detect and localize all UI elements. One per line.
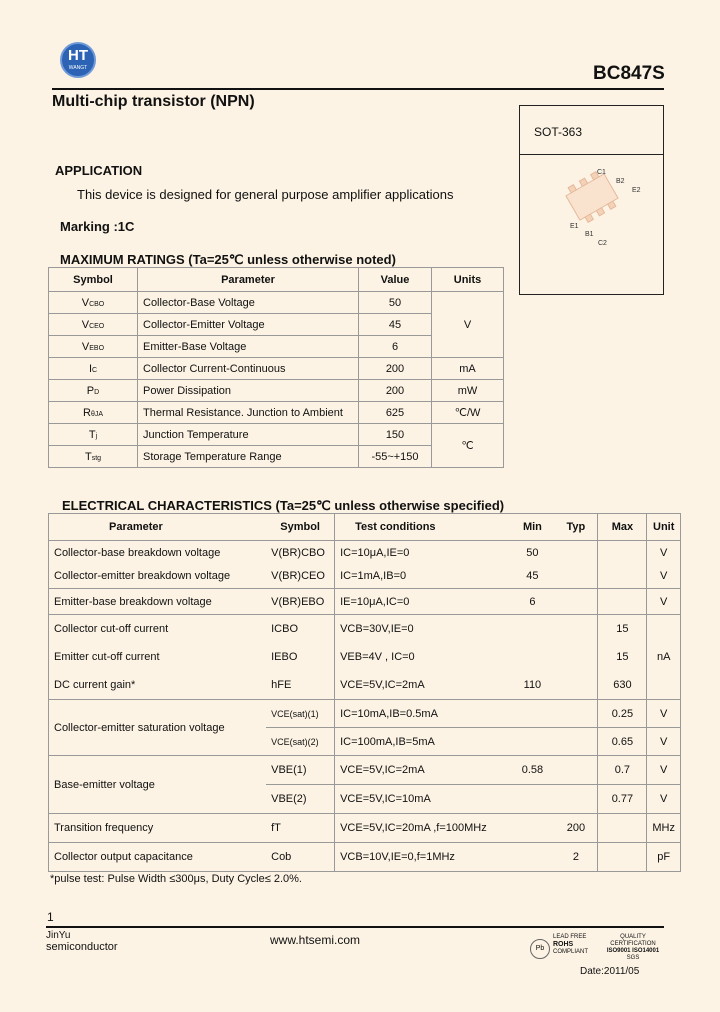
header-value: Value <box>359 268 432 292</box>
ec-parameter: Base-emitter voltage <box>49 756 267 814</box>
ec-header-conditions: Test conditions <box>335 514 511 541</box>
ec-max <box>598 565 647 589</box>
ec-typ <box>554 700 598 728</box>
ec-condition: VCB=10V,IE=0,f=1MHz <box>335 843 511 872</box>
ec-unit: V <box>647 756 681 785</box>
symbol-sub: j <box>95 432 98 440</box>
ec-max <box>598 814 647 843</box>
part-number: BC847S <box>593 63 665 84</box>
rating-row <box>49 380 504 402</box>
footer-rule <box>46 926 664 928</box>
ec-max <box>598 589 647 615</box>
symbol-sub: CBO <box>89 300 105 308</box>
ec-unit: MHz <box>647 814 681 843</box>
cert-line: QUALITY CERTIFICATION <box>610 934 656 947</box>
header-rule <box>52 88 664 90</box>
ec-parameter: Emitter-base breakdown voltage <box>49 589 267 615</box>
ec-unit: V <box>647 785 681 814</box>
ec-parameter: Collector cut-off current <box>49 615 267 643</box>
ec-typ: 200 <box>554 814 598 843</box>
rating-unit: ℃ <box>432 424 504 468</box>
website-link[interactable]: www.htsemi.com <box>270 933 361 947</box>
symbol-main: T <box>84 450 92 463</box>
ec-min: 110 <box>510 671 554 700</box>
header-symbol: Symbol <box>49 268 138 292</box>
ec-condition: IC=10mA,IB=0.5mA <box>335 700 511 728</box>
ec-condition: VCE=5V,IC=2mA <box>335 756 511 785</box>
ec-condition: IC=1mA,IB=0 <box>335 565 511 589</box>
cert-line: COMPLIANT <box>553 949 589 955</box>
ec-row <box>49 643 681 671</box>
ec-unit: V <box>647 565 681 589</box>
symbol-sub: EBO <box>89 344 105 352</box>
cert-line: LEAD FREE <box>553 934 587 940</box>
ec-typ <box>554 785 598 814</box>
company-logo <box>60 42 96 78</box>
ec-symbol: ICBO <box>266 615 334 643</box>
ec-min: 45 <box>510 565 554 589</box>
rating-row <box>49 424 504 446</box>
ec-symbol: V(BR)CBO <box>266 541 334 565</box>
rating-value: -55~+150 <box>359 446 432 468</box>
ec-symbol: VBE(1) <box>266 756 334 785</box>
rating-parameter: Junction Temperature <box>138 424 359 446</box>
rating-parameter: Collector-Emitter Voltage <box>138 314 359 336</box>
ec-min: 6 <box>510 589 554 615</box>
ec-condition: VCE=5V,IC=2mA <box>335 671 511 700</box>
rating-unit: mA <box>432 358 504 380</box>
ec-header-parameter: Parameter <box>49 514 267 541</box>
ec-max: 0.7 <box>598 756 647 785</box>
ec-header-unit: Unit <box>647 514 681 541</box>
ec-parameter: Collector-emitter breakdown voltage <box>49 565 267 589</box>
rating-parameter: Storage Temperature Range <box>138 446 359 468</box>
cert-line: ROHS <box>553 941 574 948</box>
ec-header-min: Min <box>510 514 554 541</box>
rating-row <box>49 402 504 424</box>
rating-parameter: Collector-Base Voltage <box>138 292 359 314</box>
rohs-badge <box>553 934 588 956</box>
certification-badges <box>530 934 664 966</box>
rating-parameter: Emitter-Base Voltage <box>138 336 359 358</box>
pin-label-b2: B2 <box>616 178 625 185</box>
ec-min <box>510 615 554 643</box>
pin-label-c2: C2 <box>598 240 607 247</box>
ec-symbol: VCE(sat)(1) <box>266 700 334 728</box>
company-name-1: JinYu <box>46 930 71 941</box>
ec-parameter: Emitter cut-off current <box>49 643 267 671</box>
symbol-main: R <box>82 406 91 419</box>
pb-free-icon: Pb <box>530 939 550 959</box>
symbol-sub: C <box>92 366 98 374</box>
rating-row <box>49 358 504 380</box>
ec-row <box>49 843 681 872</box>
ec-condition: VEB=4V , IC=0 <box>335 643 511 671</box>
rating-unit: ℃/W <box>432 402 504 424</box>
ec-row <box>49 756 681 785</box>
ec-parameter: Collector output capacitance <box>49 843 267 872</box>
rating-value: 200 <box>359 358 432 380</box>
rating-value: 150 <box>359 424 432 446</box>
ec-condition: VCE=5V,IC=10mA <box>335 785 511 814</box>
ec-max <box>598 541 647 565</box>
ec-condition: IC=100mA,IB=5mA <box>335 728 511 756</box>
page-number: 1 <box>47 910 54 924</box>
rating-value: 625 <box>359 402 432 424</box>
rating-value: 200 <box>359 380 432 402</box>
symbol-sub: stg <box>91 454 102 462</box>
ec-parameter: Collector-base breakdown voltage <box>49 541 267 565</box>
ec-max <box>598 843 647 872</box>
symbol-main: V <box>81 340 90 353</box>
ec-symbol: fT <box>266 814 334 843</box>
quality-badge <box>602 934 664 962</box>
ec-min <box>510 728 554 756</box>
document-date: Date:2011/05 <box>580 966 640 977</box>
ec-parameter: Collector-emitter saturation voltage <box>49 700 267 756</box>
ec-symbol: IEBO <box>266 643 334 671</box>
ec-unit: V <box>647 700 681 728</box>
logo-subtext: WANGT <box>68 65 88 71</box>
ec-parameter: DC current gain* <box>49 671 267 700</box>
ec-unit: V <box>647 541 681 565</box>
package-box <box>519 105 664 295</box>
rating-value: 50 <box>359 292 432 314</box>
ec-min <box>510 700 554 728</box>
electrical-table <box>48 513 681 872</box>
rating-parameter: Collector Current-Continuous <box>138 358 359 380</box>
symbol-sub: D <box>94 388 100 396</box>
ec-row <box>49 615 681 643</box>
ec-unit: pF <box>647 843 681 872</box>
ec-header-typ: Typ <box>554 514 598 541</box>
ec-condition: VCB=30V,IE=0 <box>335 615 511 643</box>
symbol-main: V <box>81 296 90 309</box>
rating-value: 45 <box>359 314 432 336</box>
ec-header-max: Max <box>598 514 647 541</box>
symbol-sub: θJA <box>90 410 103 418</box>
rating-value: 6 <box>359 336 432 358</box>
ec-unit: nA <box>647 615 681 700</box>
ec-min: 50 <box>510 541 554 565</box>
ec-unit: V <box>647 728 681 756</box>
symbol-main: P <box>86 384 95 397</box>
pulse-test-note: *pulse test: Pulse Width ≤300μs, Duty Cycle≤ 2.0%. <box>50 873 302 885</box>
header-parameter: Parameter <box>138 268 359 292</box>
ec-typ: 2 <box>554 843 598 872</box>
ec-condition: IE=10μA,IC=0 <box>335 589 511 615</box>
ec-max: 0.65 <box>598 728 647 756</box>
package-drawing <box>520 155 663 295</box>
rating-parameter: Power Dissipation <box>138 380 359 402</box>
ec-typ <box>554 671 598 700</box>
ec-typ <box>554 615 598 643</box>
ec-row <box>49 700 681 728</box>
max-ratings-table <box>48 267 504 468</box>
ec-symbol: V(BR)EBO <box>266 589 334 615</box>
ec-max: 0.25 <box>598 700 647 728</box>
ec-typ <box>554 565 598 589</box>
pin-label-c1: C1 <box>597 169 606 176</box>
ec-typ <box>554 589 598 615</box>
marking-text: Marking :1C <box>60 219 135 234</box>
ec-row <box>49 814 681 843</box>
ec-max: 630 <box>598 671 647 700</box>
ec-condition: VCE=5V,IC=20mA ,f=100MHz <box>335 814 511 843</box>
ec-max: 15 <box>598 643 647 671</box>
max-ratings-title: MAXIMUM RATINGS (Ta=25℃ unless otherwise noted) <box>60 252 396 267</box>
ec-typ <box>554 643 598 671</box>
ec-typ <box>554 756 598 785</box>
symbol-main: I <box>88 362 92 375</box>
symbol-main: V <box>81 318 90 331</box>
pin-label-b1: B1 <box>585 231 594 238</box>
package-name: SOT-363 <box>534 125 583 139</box>
rating-unit: mW <box>432 380 504 402</box>
ec-typ <box>554 541 598 565</box>
ec-max: 0.77 <box>598 785 647 814</box>
symbol-main: T <box>88 428 96 441</box>
rating-unit: V <box>432 292 504 358</box>
ec-parameter: Transition frequency <box>49 814 267 843</box>
ec-min: 0.58 <box>510 756 554 785</box>
ec-symbol: Cob <box>266 843 334 872</box>
ec-symbol: VCE(sat)(2) <box>266 728 334 756</box>
ec-max: 15 <box>598 615 647 643</box>
header-units: Units <box>432 268 504 292</box>
ec-min <box>510 643 554 671</box>
electrical-title: ELECTRICAL CHARACTERISTICS (Ta=25℃ unless otherwise specified) <box>62 498 505 513</box>
ec-unit: V <box>647 589 681 615</box>
symbol-sub: CEO <box>89 322 105 330</box>
ec-typ <box>554 728 598 756</box>
ec-condition: IC=10μA,IE=0 <box>335 541 511 565</box>
cert-line: SGS <box>626 955 640 961</box>
logo-text: HT <box>68 47 88 64</box>
pin-label-e1: E1 <box>570 223 579 230</box>
ec-symbol: hFE <box>266 671 334 700</box>
ec-row <box>49 565 681 589</box>
company-name-2: semiconductor <box>46 941 118 953</box>
page-subtitle: Multi-chip transistor (NPN) <box>52 93 255 110</box>
ec-symbol: V(BR)CEO <box>266 565 334 589</box>
rating-parameter: Thermal Resistance. Junction to Ambient <box>138 402 359 424</box>
ec-header-symbol: Symbol <box>266 514 334 541</box>
application-heading: APPLICATION <box>55 163 143 178</box>
ec-row <box>49 541 681 565</box>
ec-row <box>49 589 681 615</box>
ec-min <box>510 814 554 843</box>
ec-min <box>510 785 554 814</box>
application-text: This device is designed for general purpose amplifier applications <box>77 187 454 202</box>
ec-min <box>510 843 554 872</box>
cert-line: ISO9001 ISO14001 <box>606 948 660 954</box>
rating-row <box>49 292 504 314</box>
ec-symbol: VBE(2) <box>266 785 334 814</box>
pin-label-e2: E2 <box>632 187 641 194</box>
ec-row <box>49 671 681 700</box>
